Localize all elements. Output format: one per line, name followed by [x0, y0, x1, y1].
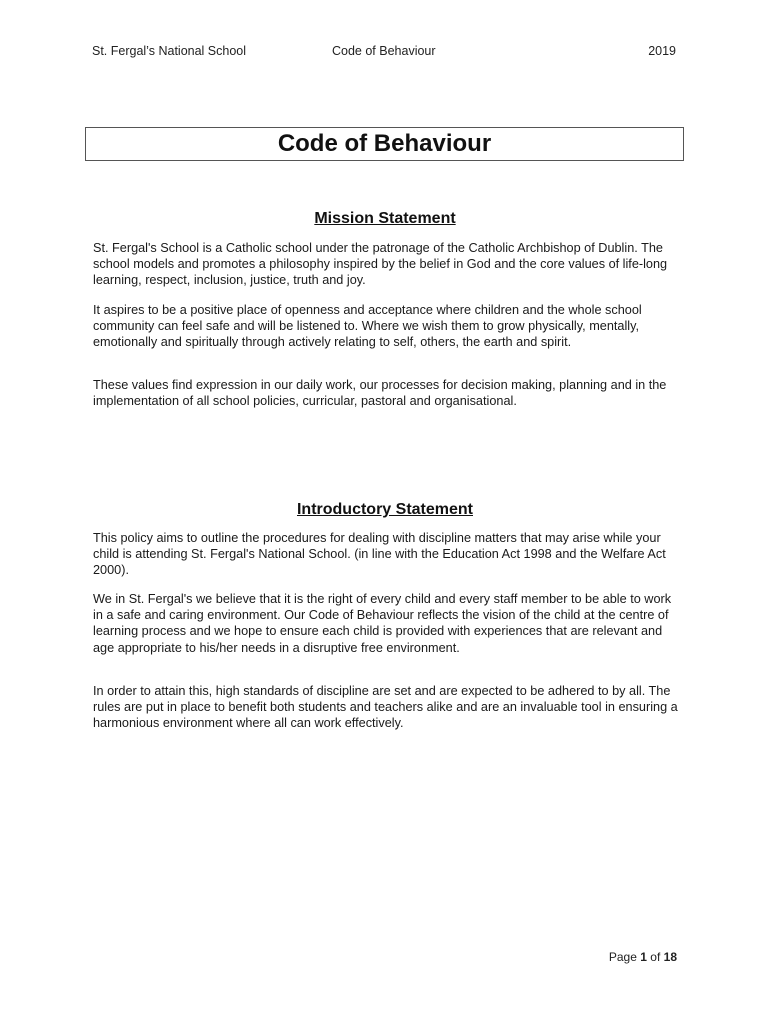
document-title: Code of Behaviour — [277, 130, 492, 157]
page-label: Page — [608, 950, 637, 964]
header-document-name: Code of Behaviour — [332, 44, 436, 58]
intro-paragraph: In order to attain this, high standards of discipline are set and are expected to be adhered to by all. The rules are put in place to benefit both students and teachers alike and are an invaluable tool in ensuring a harmonious environment where all can work effectively. — [93, 684, 678, 731]
current-page: 1 — [640, 950, 647, 964]
mission-statement-heading: Mission Statement — [314, 210, 456, 227]
page-header — [92, 44, 678, 60]
of-label: of — [650, 950, 661, 964]
total-pages: 18 — [663, 950, 677, 964]
intro-paragraph: We in St. Fergal's we believe that it is the right of every child and every staff member to be able to work in a safe and caring environment. Our Code of Behaviour reflects the vision of the child at the centre of learning process and we hope to ensure each child is provided with experiences that are relevant and age appropriate to his/her needs in a disruptive free environment. — [93, 592, 672, 655]
intro-paragraph: This policy aims to outline the procedures for dealing with discipline matters that may arise while your child is attending St. Fergal's National School. (in line with the Education Act 1998 and the Welfare Act 2000). — [93, 531, 666, 578]
header-school-name: St. Fergal’s National School — [92, 44, 247, 58]
mission-paragraph: These values find expression in our daily work, our processes for decision making, planning and in the implementation of all school policies, curricular, pastoral and organisational. — [93, 378, 667, 409]
introductory-statement-heading: Introductory Statement — [296, 501, 473, 518]
mission-paragraph: It aspires to be a positive place of openness and acceptance where children and the whole school community can feel safe and will be listened to. Where we wish them to grow physically, mentally, emotionally and spiritually through actively relating to self, others, the earth and spirit. — [93, 303, 642, 350]
page-number — [609, 950, 677, 964]
header-year: 2019 — [648, 44, 676, 58]
title-box — [85, 127, 684, 161]
mission-paragraph: St. Fergal's School is a Catholic school under the patronage of the Catholic Archbishop of Dublin. The school models and promotes a philosophy inspired by the belief in God and the core values of life-long learning, respect, inclusion, justice, truth and joy. — [93, 241, 668, 288]
